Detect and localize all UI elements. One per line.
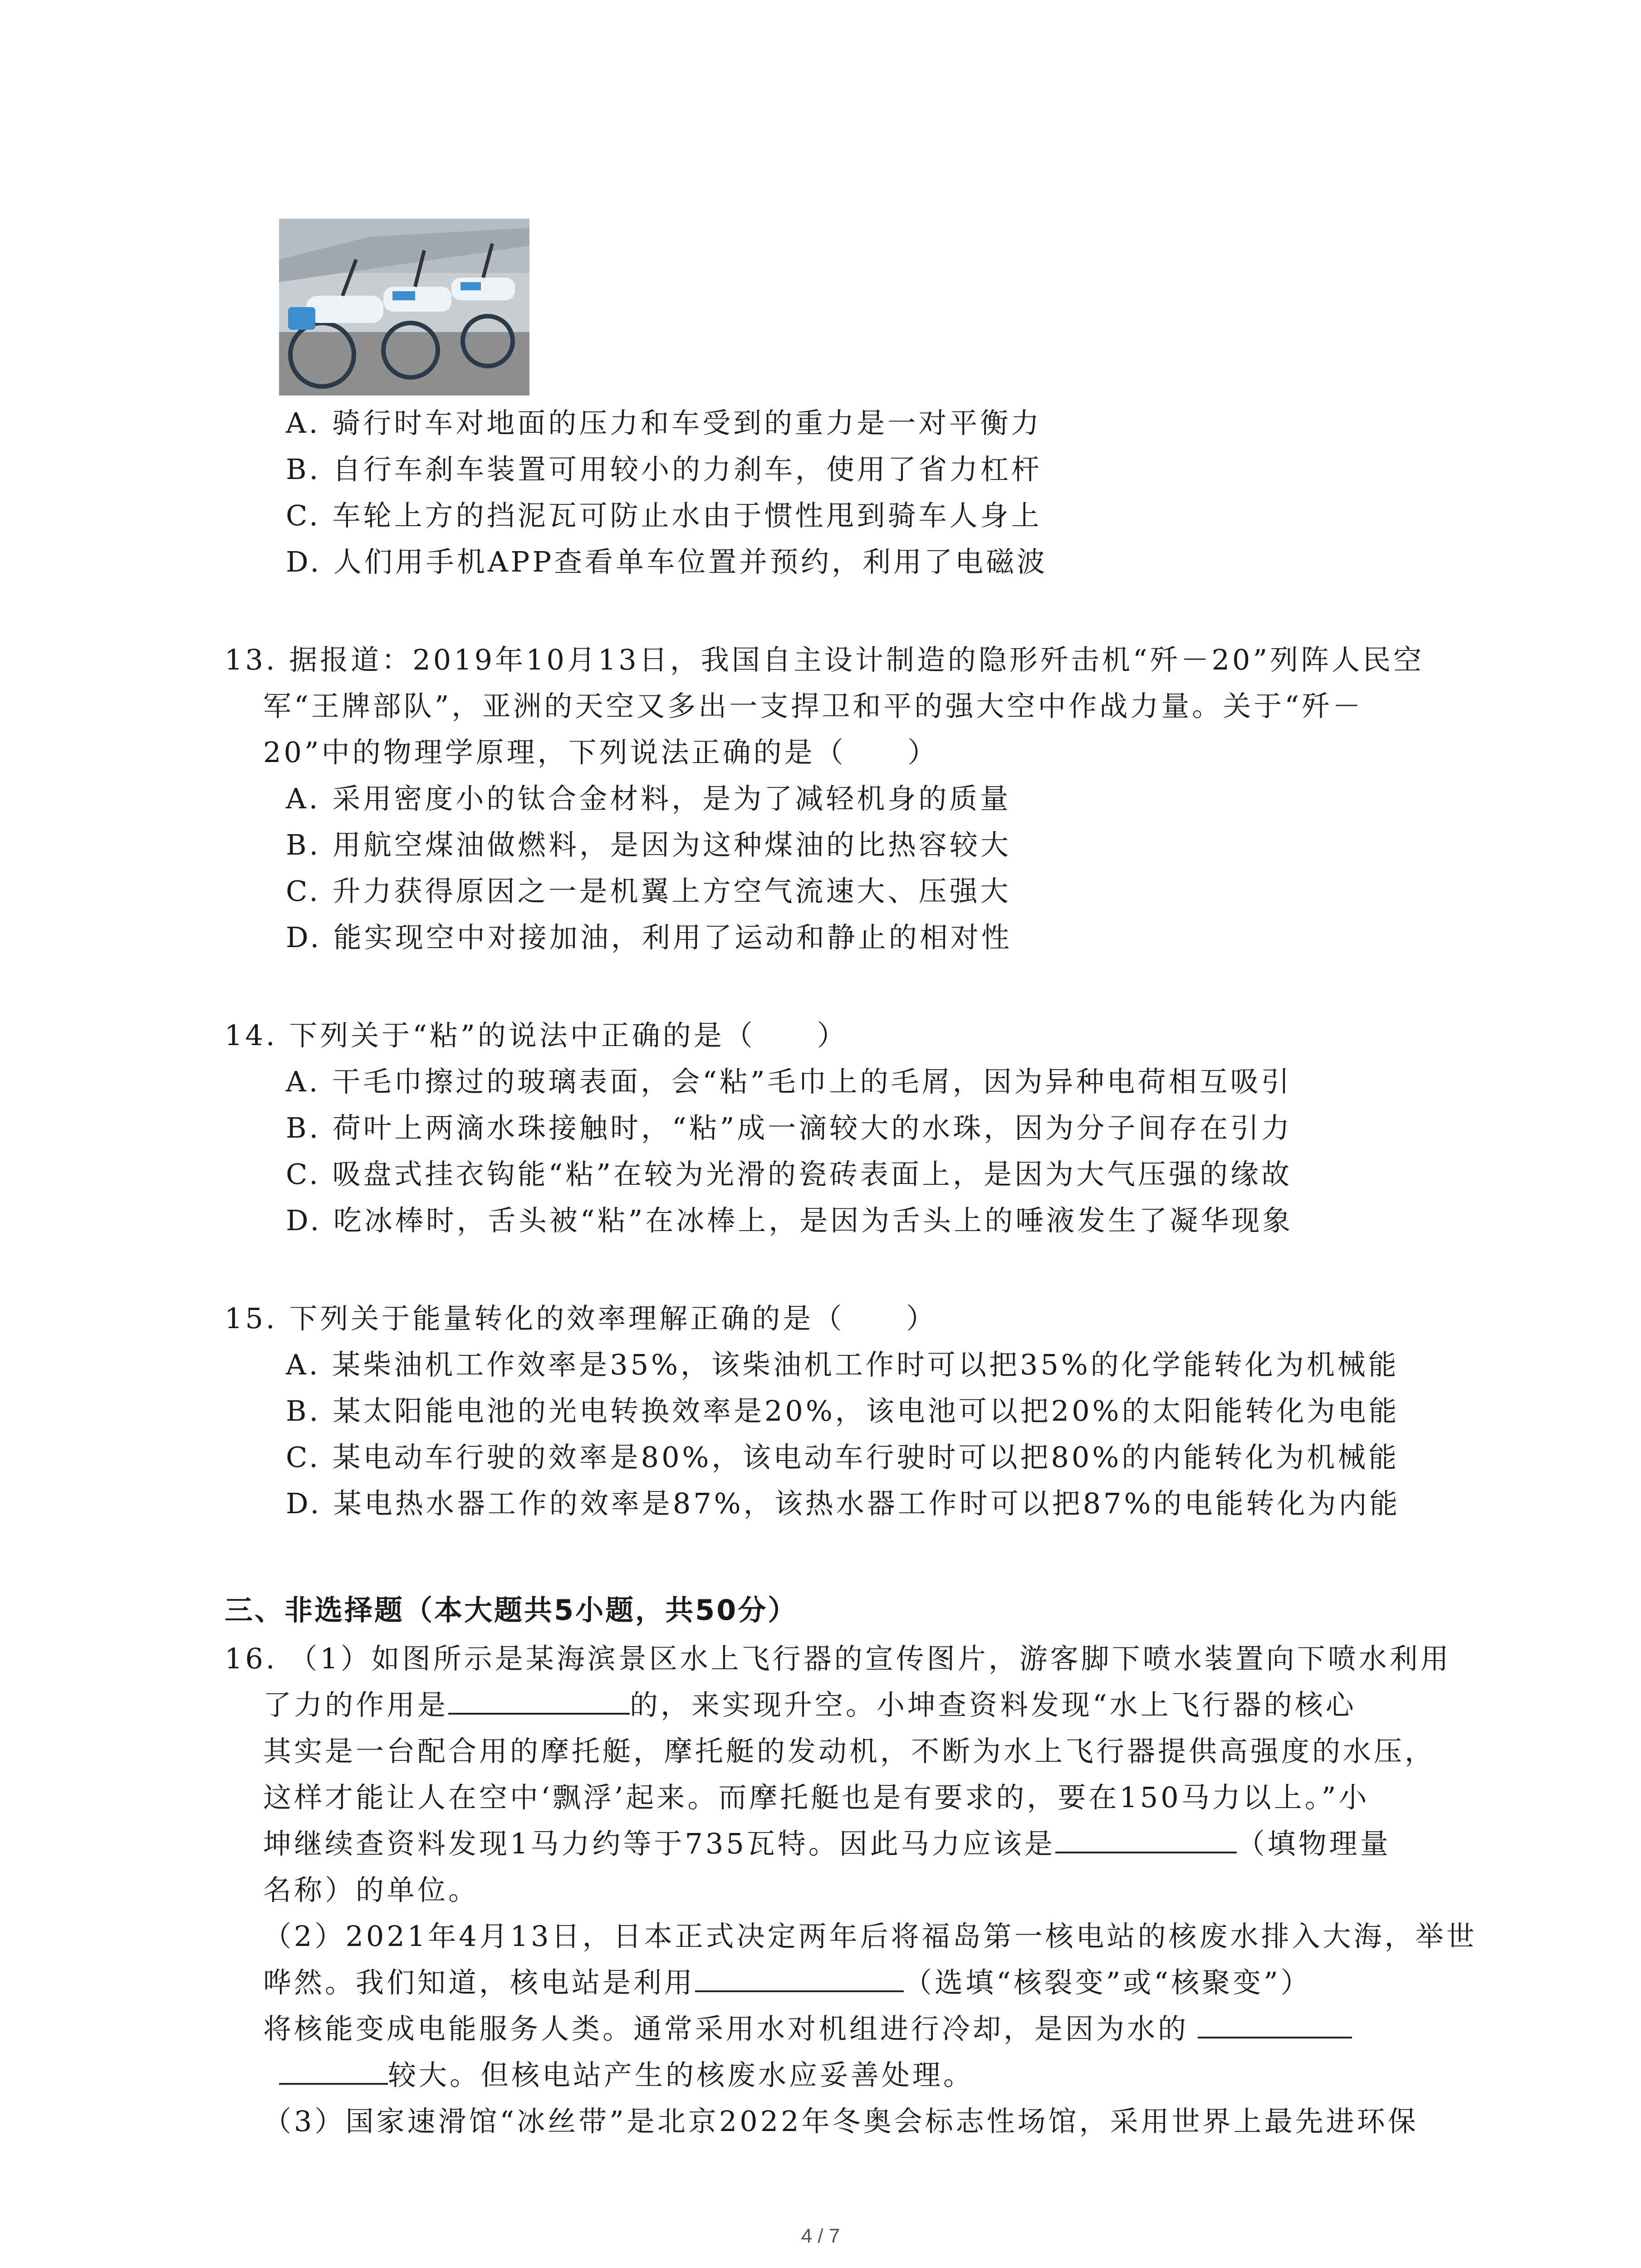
- q16-line-10-text: 较大。但核电站产生的核废水应妥善处理。: [388, 2058, 975, 2092]
- q13-option-c: C. 升力获得原因之一是机翼上方空气流速大、压强大: [286, 875, 1011, 908]
- q16-line-3: 其实是一台配合用的摩托艇，摩托艇的发动机，不断为水上飞行器提供高强度的水压，: [263, 1735, 1436, 1768]
- bike-share-photo: [279, 219, 529, 396]
- q16-line-8-prefix: 哗然。我们知道，核电站是利用: [263, 1966, 696, 1999]
- q12-option-b: B. 自行车刹车装置可用较小的力刹车，使用了省力杠杆: [286, 453, 1042, 486]
- q16-line-8: [263, 1962, 1312, 2003]
- q14-option-b: B. 荷叶上两滴水珠接触时，“粘”成一滴较大的水珠，因为分子间存在引力: [286, 1111, 1293, 1144]
- q12-option-a: A. 骑行时车对地面的压力和车受到的重力是一对平衡力: [286, 406, 1042, 440]
- q15-option-d: D. 某电热水器工作的效率是87%，该热水器工作时可以把87%的电能转化为内能: [286, 1487, 1401, 1520]
- q13-stem-line-2: 军“王牌部队”，亚洲的天空又多出一支捍卫和平的强大空中作战力量。关于“歼－: [263, 689, 1364, 723]
- q15-option-c: C. 某电动车行驶的效率是80%，该电动车行驶时可以把80%的内能转化为机械能: [286, 1441, 1400, 1474]
- q14-option-c: C. 吸盘式挂衣钩能“粘”在较为光滑的瓷砖表面上，是因为大气压强的缘故: [286, 1158, 1293, 1191]
- q16-line-6: 名称）的单位。: [263, 1873, 480, 1906]
- q16-line-9: [263, 2009, 1352, 2049]
- q15-stem: 15. 下列关于能量转化的效率理解正确的是（ ）: [225, 1302, 937, 1335]
- q13-option-b: B. 用航空煤油做燃料，是因为这种煤油的比热容较大: [286, 828, 1011, 861]
- answer-blank-1[interactable]: [448, 1686, 630, 1715]
- q16-line-2-prefix: 了力的作用是: [263, 1688, 449, 1721]
- q12-option-c: C. 车轮上方的挡泥瓦可防止水由于惯性甩到骑车人身上: [286, 499, 1042, 532]
- answer-blank-5[interactable]: [279, 2056, 388, 2085]
- q13-option-d: D. 能实现空中对接加油，利用了运动和静止的相对性: [286, 921, 1012, 954]
- q16-line-8-suffix: （选填“核裂变”或“核聚变”）: [904, 1966, 1312, 1999]
- q16-line-1: 16. （1）如图所示是某海滨景区水上飞行器的宣传图片，游客脚下喷水装置向下喷水利用: [225, 1642, 1451, 1675]
- q16-line-2-suffix: 的，来实现升空。小坤查资料发现“水上飞行器的核心: [630, 1688, 1357, 1721]
- q13-option-a: A. 采用密度小的钛合金材料，是为了减轻机身的质量: [286, 782, 1011, 815]
- q16-line-4: 这样才能让人在空中‘飘浮’起来。而摩托艇也是有要求的，要在150马力以上。”小: [263, 1781, 1370, 1814]
- q16-line-5-suffix: （填物理量: [1236, 1827, 1391, 1860]
- section-3-heading: 三、非选择题（本大题共5小题，共50分）: [225, 1593, 798, 1627]
- q16-line-10: [279, 2055, 974, 2096]
- q15-option-a: A. 某柴油机工作效率是35%，该柴油机工作时可以把35%的化学能转化为机械能: [286, 1348, 1399, 1381]
- q13-stem-line-1: 13. 据报道：2019年10月13日，我国自主设计制造的隐形歼击机“歼－20”列阵人民空: [225, 643, 1425, 676]
- bicycle-image: [279, 219, 529, 396]
- q16-line-2: [263, 1685, 1357, 1725]
- answer-blank-3[interactable]: [695, 1963, 904, 1992]
- q12-option-d: D. 人们用手机APP查看单车位置并预约，利用了电磁波: [286, 545, 1048, 578]
- answer-blank-4[interactable]: [1198, 2009, 1352, 2038]
- q16-line-5-prefix: 坤继续查资料发现1马力约等于735瓦特。因此马力应该是: [263, 1827, 1055, 1860]
- q15-option-b: B. 某太阳能电池的光电转换效率是20%，该电池可以把20%的太阳能转化为电能: [286, 1394, 1400, 1427]
- q16-line-5: [263, 1823, 1391, 1864]
- page-number: 4 / 7: [801, 2225, 840, 2247]
- q16-line-7: （2）2021年4月13日，日本正式决定两年后将福岛第一核电站的核废水排入大海，举世: [263, 1920, 1477, 1953]
- q14-option-d: D. 吃冰棒时，舌头被“粘”在冰棒上，是因为舌头上的唾液发生了凝华现象: [286, 1204, 1293, 1237]
- q16-line-9-text: 将核能变成电能服务人类。通常采用水对机组进行冷却，是因为水的: [263, 2012, 1189, 2045]
- q16-line-11: （3）国家速滑馆“冰丝带”是北京2022年冬奥会标志性场馆，采用世界上最先进环保: [263, 2105, 1419, 2138]
- q13-stem-line-3: 20”中的物理学原理，下列说法正确的是（ ）: [263, 736, 939, 769]
- q14-stem: 14. 下列关于“粘”的说法中正确的是（ ）: [225, 1019, 848, 1052]
- answer-blank-2[interactable]: [1055, 1824, 1237, 1853]
- q14-option-a: A. 干毛巾擦过的玻璃表面，会“粘”毛巾上的毛屑，因为异种电荷相互吸引: [286, 1065, 1292, 1098]
